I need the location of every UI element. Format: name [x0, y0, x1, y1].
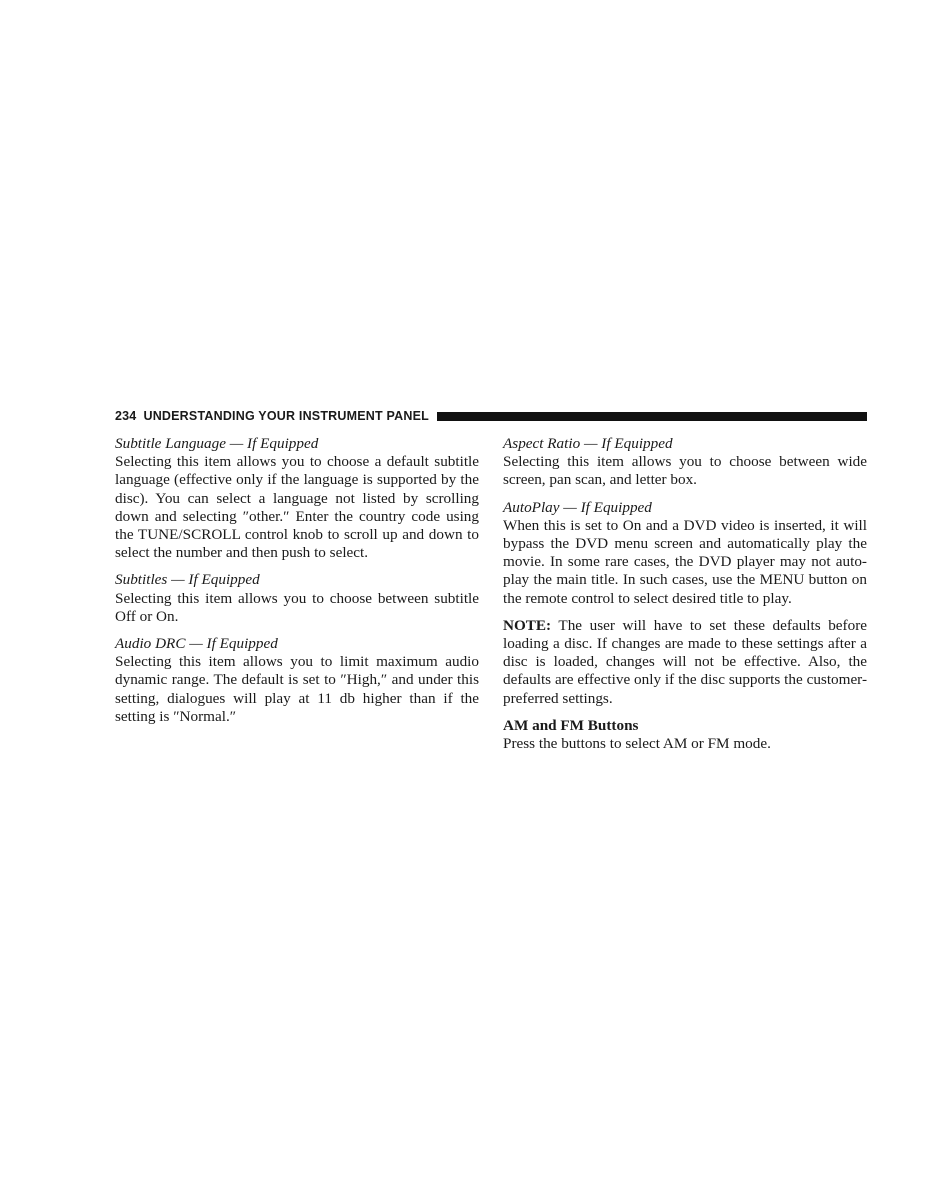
- section-subtitles: [115, 571, 479, 626]
- left-column: [115, 435, 479, 735]
- section-aspect-ratio: [503, 435, 867, 490]
- section-heading: AM and FM Buttons: [503, 716, 639, 734]
- page-header: [115, 406, 867, 426]
- section-body: Press the buttons to select AM or FM mode.: [503, 735, 771, 753]
- section-body: When this is set to On and a DVD video is inserted, it will bypass the DVD menu screen and automatically play the movie. In some rare cases, the DVD player may not auto-play the main title. In such cases, use the MENU button on the remote control to select desired title to play.: [503, 516, 867, 607]
- chapter-title: UNDERSTANDING YOUR INSTRUMENT PANEL: [143, 409, 429, 423]
- section-heading: Aspect Ratio — If Equipped: [503, 435, 673, 452]
- section-am-fm-buttons: [503, 717, 867, 753]
- section-audio-drc: [115, 635, 479, 726]
- section-autoplay: [503, 499, 867, 608]
- section-heading: AutoPlay — If Equipped: [503, 498, 652, 516]
- section-heading: Subtitles — If Equipped: [115, 571, 260, 589]
- note-body: The user will have to set these defaults before loading a disc. If changes are made to these settings after a disc is loaded, changes will not be effective. Also, the defaults are effective only if the disc supports the customer-preferred settings.: [503, 616, 867, 707]
- page-number: 234: [115, 409, 137, 423]
- note-paragraph: [503, 617, 867, 708]
- section-body: Selecting this item allows you to choose between wide screen, pan scan, and letter box.: [503, 453, 867, 489]
- section-body: Selecting this item allows you to limit maximum audio dynamic range. The default is set to ″High,″ and under this setting, dialogues will play at 11 db higher than if the setting is ″Normal.″: [115, 653, 479, 725]
- note-label: NOTE:: [503, 616, 552, 634]
- section-body: Selecting this item allows you to choose between subtitle Off or On.: [115, 589, 479, 625]
- section-body: Selecting this item allows you to choose a default subtitle language (effective only if the language is supported by the disc). You can select a language not listed by scrolling down and selecting ″other.″ Enter the country code using the TUNE/SCROLL control knob to scroll up and down to select the number and then push to select.: [115, 453, 479, 562]
- section-heading: Audio DRC — If Equipped: [115, 635, 278, 653]
- section-heading: Subtitle Language — If Equipped: [115, 435, 319, 452]
- header-rule: [437, 412, 867, 421]
- right-column: [503, 435, 867, 762]
- section-subtitle-language: [115, 435, 479, 562]
